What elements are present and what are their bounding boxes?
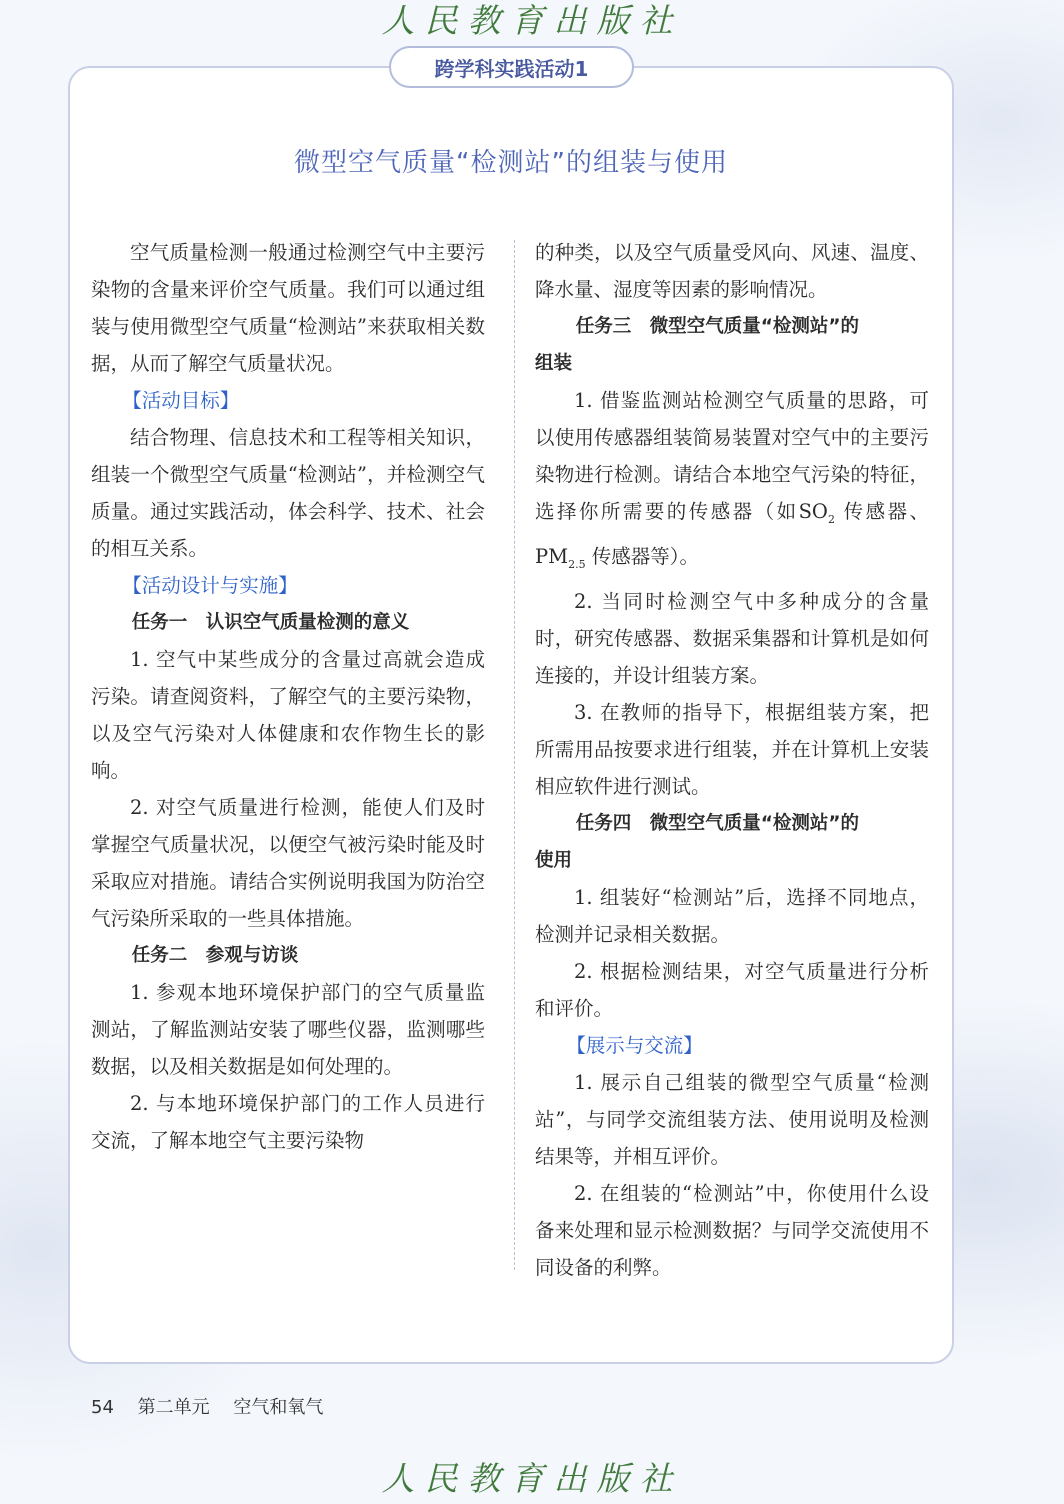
page-title: 微型空气质量“检测站”的组装与使用: [294, 148, 728, 178]
so2-subscript: 2: [827, 512, 835, 526]
task2-paragraph-1: 1. 参观本地环境保护部门的空气质量监测站，了解监测站安装了哪些仪器，监测哪些数据，以及相关数据是如何处理的。: [91, 981, 485, 1078]
page-footer: [91, 1393, 341, 1419]
design-heading: 【活动设计与实施】: [122, 574, 298, 597]
task4-heading: 任务四 微型空气质量“检测站”的: [575, 812, 860, 834]
show-heading: 【展示与交流】: [566, 1033, 703, 1057]
show-paragraph-2: 2. 在组装的“检测站”中，你使用什么设备来处理和显示检测数据？与同学交流使用不同设备的利弊。: [535, 1181, 929, 1279]
activity-tab-label: 跨学科实践活动1: [389, 46, 634, 88]
goal-paragraph: 结合物理、信息技术和工程等相关知识，组装一个微型空气质量“检测站”，并检测空气质量。通过实践活动，体会科学、技术、社会的相互关系。: [91, 426, 485, 560]
task2-paragraph-2: 2. 与本地环境保护部门的工作人员进行交流，了解本地空气主要污染物: [91, 1092, 485, 1152]
show-paragraph-1: 1. 展示自己组装的微型空气质量“检测站”，与同学交流组装方法、使用说明及检测结果等，并相互评价。: [535, 1070, 929, 1168]
publisher-logo-bottom: 人民教育出版社: [381, 1459, 683, 1498]
pm-label: 传感器、PM: [535, 500, 929, 568]
task1-paragraph-1: 1. 空气中某些成分的含量过高就会造成污染。请查阅资料，了解空气的主要污染物，以及空气污染对人体健康和农作物生长的影响。: [91, 648, 485, 782]
column-divider: [514, 240, 515, 1270]
task2-heading: 任务二 参观与访谈: [131, 945, 299, 966]
publisher-logo-top: 人民教育出版社: [381, 1, 683, 40]
left-column: [91, 234, 485, 1159]
right-column: [535, 234, 929, 1286]
task3-paragraph-2: 2. 当同时检测空气中多种成分的含量时，研究传感器、数据采集器和计算机是如何连接的，并设计组装方案。: [535, 589, 929, 687]
task4-heading-cont: 使用: [535, 849, 573, 871]
sensor-suffix: 传感器等）。: [585, 544, 700, 568]
page-number: 54: [91, 1397, 114, 1418]
continued-paragraph: 的种类，以及空气质量受风向、风速、温度、降水量、湿度等因素的影响情况。: [535, 241, 929, 301]
task1-heading: 任务一 认识空气质量检测的意义: [131, 612, 410, 633]
goal-heading: 【活动目标】: [122, 389, 240, 412]
task3-paragraph-3: 3. 在教师的指导下，根据组装方案，把所需用品按要求进行组装，并在计算机上安装相应软件进行测试。: [535, 700, 929, 798]
task3-heading-cont: 组装: [535, 353, 573, 374]
so2-label: SO: [798, 500, 828, 523]
task3-paragraph-1-text: 1. 借鉴监测站检测空气质量的思路，可以使用传感器组装简易装置对空气中的主要污染物进行检测。请结合本地空气污染的特征，选择你所需要的传感器（如: [535, 389, 929, 523]
unit-title: 空气和氧气: [233, 1397, 324, 1418]
pm-subscript: 2.5: [568, 557, 586, 571]
unit-label: 第二单元: [137, 1397, 210, 1418]
task1-paragraph-2: 2. 对空气质量进行检测，能使人们及时掌握空气质量状况，以便空气被污染时能及时采取应对措施。请结合实例说明我国为防治空气污染所采取的一些具体措施。: [91, 796, 485, 930]
task4-paragraph-2: 2. 根据检测结果，对空气质量进行分析和评价。: [535, 959, 929, 1020]
task3-heading: 任务三 微型空气质量“检测站”的: [575, 316, 860, 337]
task3-paragraph-1: [535, 382, 929, 583]
intro-paragraph: 空气质量检测一般通过检测空气中主要污染物的含量来评价空气质量。我们可以通过组装与使用微型空气质量“检测站”来获取相关数据，从而了解空气质量状况。: [91, 241, 485, 375]
task4-paragraph-1: 1. 组装好“检测站”后，选择不同地点，检测并记录相关数据。: [535, 885, 929, 946]
